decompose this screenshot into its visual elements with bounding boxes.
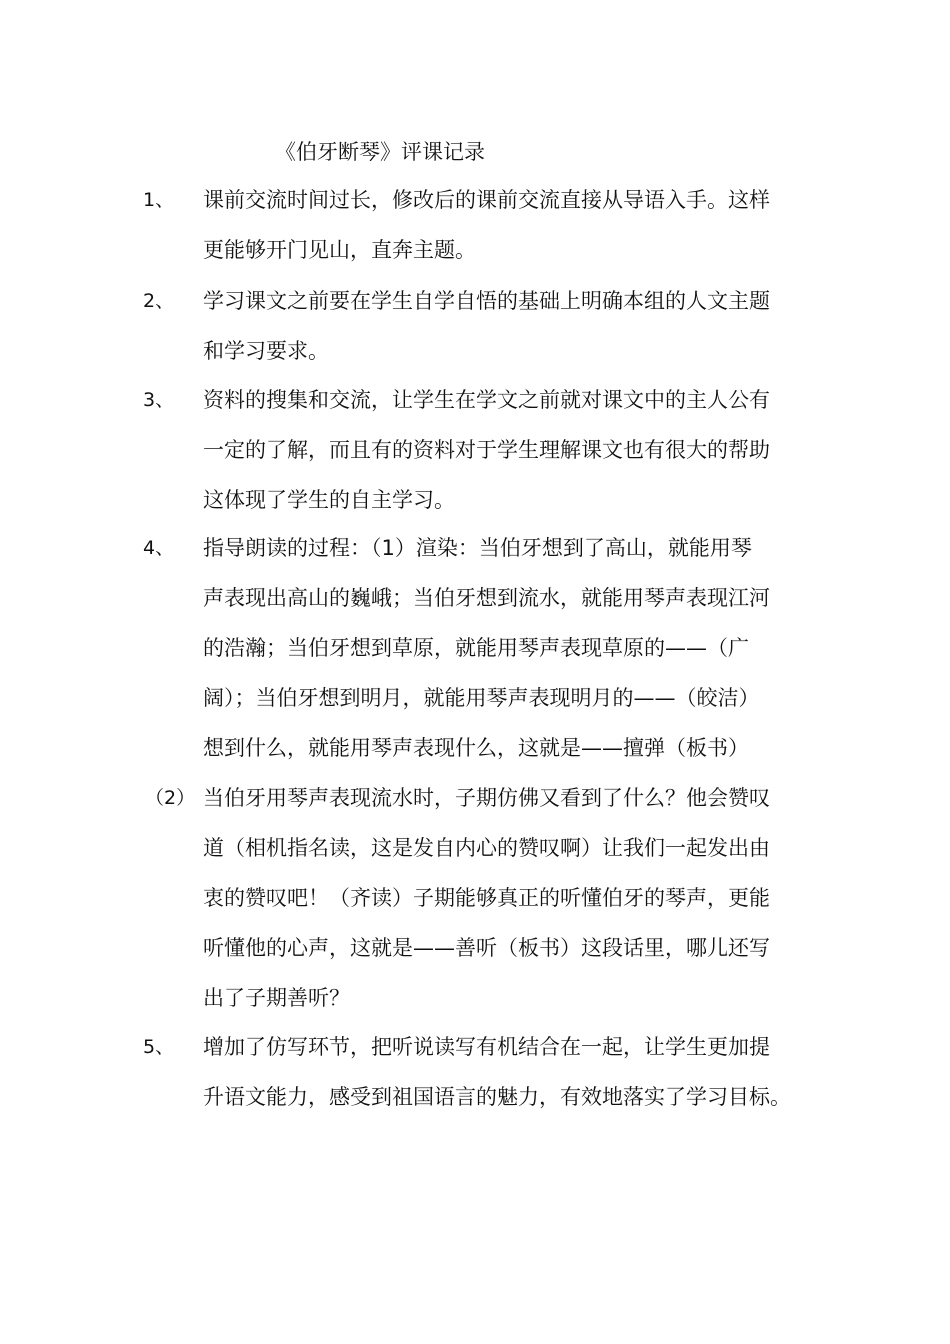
- item-line: 增加了仿写环节，把听说读写有机结合在一起，让学生更加提: [203, 1035, 770, 1059]
- item-line: 学习课文之前要在学生自学自悟的基础上明确本组的人文主题: [203, 289, 770, 313]
- item-line: 和学习要求。: [203, 339, 329, 363]
- item-line: 声表现出高山的巍峨；当伯牙想到流水，就能用琴声表现江河: [203, 586, 770, 610]
- item-line: 更能够开门见山，直奔主题。: [203, 238, 476, 262]
- item-number: 3、: [143, 389, 175, 411]
- item-line: 这体现了学生的自主学习。: [203, 488, 455, 512]
- item-line: 出了子期善听？: [203, 986, 350, 1010]
- item-number: 4、: [143, 537, 175, 559]
- item-number: 2、: [143, 290, 175, 312]
- item-number: （2）: [145, 787, 196, 809]
- item-number: 5、: [143, 1036, 175, 1058]
- item-line: 想到什么，就能用琴声表现什么，这就是——擅弹（板书）: [203, 736, 749, 760]
- page-title: 《伯牙断琴》评课记录: [275, 140, 485, 164]
- item-number: 1、: [143, 189, 175, 211]
- item-line: 升语文能力，感受到祖国语言的魅力，有效地落实了学习目标。: [203, 1085, 791, 1109]
- item-line: 阔）；当伯牙想到明月，就能用琴声表现明月的——（皎洁）: [203, 686, 760, 710]
- item-line: 指导朗读的过程：（1）渲染：当伯牙想到了高山，就能用琴: [203, 536, 752, 560]
- item-line: 衷的赞叹吧！（齐读）子期能够真正的听懂伯牙的琴声，更能: [203, 886, 770, 910]
- item-line: 道（相机指名读，这是发自内心的赞叹啊）让我们一起发出由: [203, 836, 770, 860]
- item-line: 一定的了解，而且有的资料对于学生理解课文也有很大的帮助: [203, 438, 770, 462]
- item-line: 听懂他的心声，这就是——善听（板书）这段话里，哪儿还写: [203, 936, 770, 960]
- item-line: 的浩瀚；当伯牙想到草原，就能用琴声表现草原的——（广: [203, 636, 749, 660]
- item-line: 资料的搜集和交流，让学生在学文之前就对课文中的主人公有: [203, 388, 770, 412]
- item-line: 课前交流时间过长，修改后的课前交流直接从导语入手。这样: [203, 188, 770, 212]
- item-line: 当伯牙用琴声表现流水时，子期仿佛又看到了什么？他会赞叹: [203, 786, 770, 810]
